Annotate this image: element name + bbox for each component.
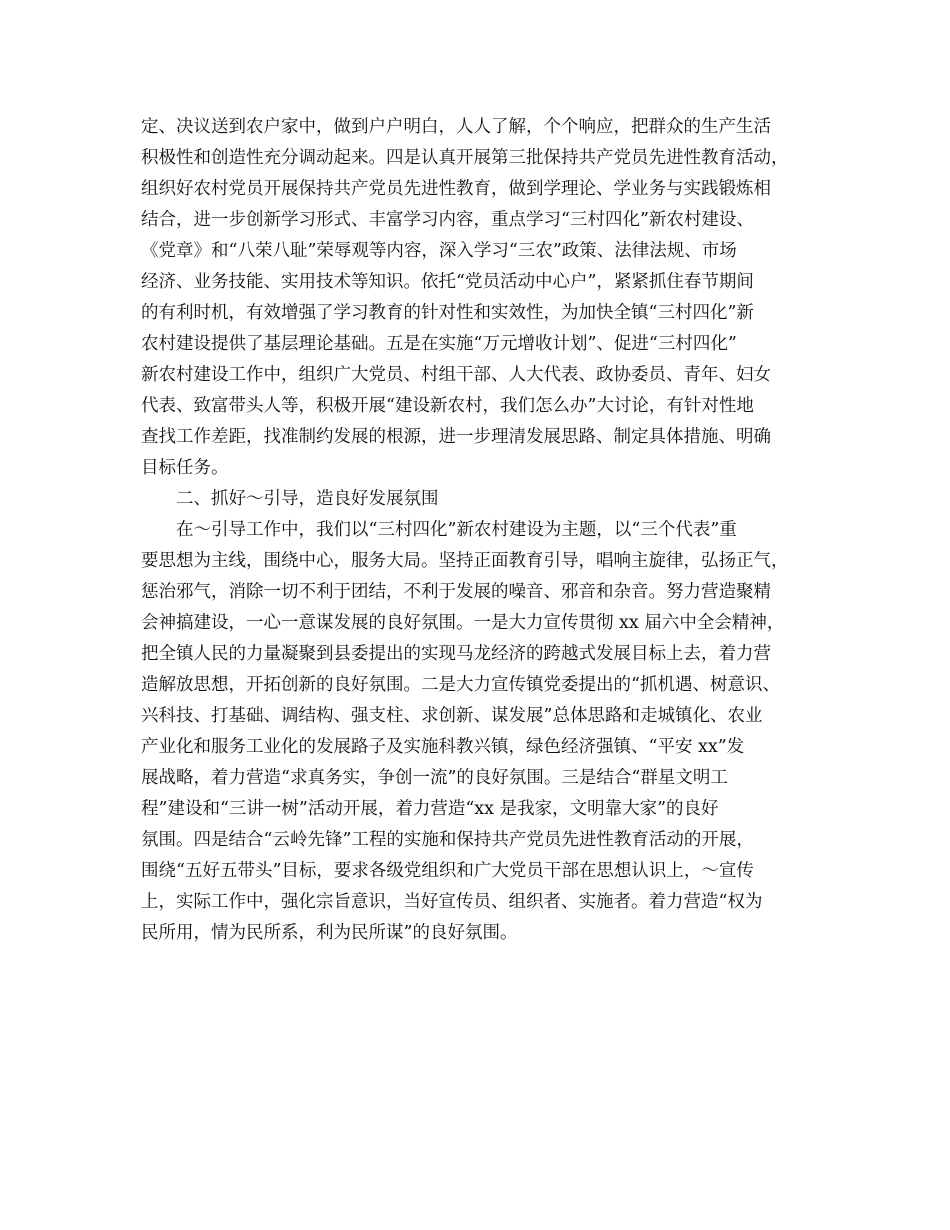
text-line: 兴科技、打基础、调结构、强支柱、求创新、谋发展”总体思路和走城镇化、农业 — [141, 706, 763, 726]
text-line: 要思想为主线，围绕中心，服务大局。坚持正面教育引导，唱响主旋律，弘扬正气， — [141, 551, 789, 571]
text-line: 把全镇人民的力量凝聚到县委提出的实现马龙经济的跨越式发展目标上去，着力营 — [141, 644, 771, 664]
text-line: 造解放思想，开拓创新的良好氛围。二是大力宣传镇党委提出的“抓机遇、树意识、 — [141, 675, 780, 695]
text-line: 《党章》和“八荣八耻”荣辱观等内容，深入学习“三农”政策、法律法规、市场 — [141, 241, 737, 261]
text-line: 会神搞建设，一心一意谋发展的良好氛围。一是大力宣传贯彻 xx 届六中全会精神， — [141, 613, 785, 633]
text-line: 展战略，着力营造“求真务实，争创一流”的良好氛围。三是结合“群星文明工 — [141, 768, 728, 788]
text-line: 查找工作差距，找准制约发展的根源，进一步理清发展思路、制定具体措施、明确 — [141, 427, 771, 447]
paragraph-2 — [141, 515, 821, 949]
text-line: 代表、致富带头人等，积极开展“建设新农村，我们怎么办”大讨论，有针对性地 — [141, 396, 754, 416]
text-line: 上，实际工作中，强化宗旨意识，当好宣传员、组织者、实施者。着力营造“权为 — [141, 892, 763, 912]
text-line: 惩治邪气，消除一切不利于团结，不利于发展的噪音、邪音和杂音。努力营造聚精 — [141, 582, 771, 602]
text-line: 的有利时机，有效增强了学习教育的针对性和实效性，为加快全镇“三村四化”新 — [141, 303, 754, 323]
text-line: 围绕“五好五带头”目标，要求各级党组织和广大党员干部在思想认识上，～宣传 — [141, 861, 754, 881]
text-line: 农村建设提供了基层理论基础。五是在实施“万元增收计划”、促进“三村四化” — [141, 334, 737, 354]
text-line: 积极性和创造性充分调动起来。四是认真开展第三批保持共产党员先进性教育活动， — [141, 148, 789, 168]
section-heading: 二、抓好～引导，造良好发展氛围 — [176, 489, 439, 509]
text-line: 程”建设和“三讲一树”活动开展，着力营造“xx 是我家，文明靠大家”的良好 — [141, 799, 719, 819]
text-line: 产业化和服务工业化的发展路子及实施科教兴镇，绿色经济强镇、“平安 xx”发 — [141, 737, 745, 757]
text-line: 目标任务。 — [141, 458, 229, 478]
text-line: 结合，进一步创新学习形式、丰富学习内容，重点学习“三村四化”新农村建设、 — [141, 210, 754, 230]
text-line: 在～引导工作中，我们以“三村四化”新农村建设为主题，以“三个代表”重 — [176, 520, 737, 540]
text-line: 定、决议送到农户家中，做到户户明白，人人了解，个个响应，把群众的生产生活 — [141, 117, 771, 137]
text-line: 民所用，情为民所系，利为民所谋”的良好氛围。 — [141, 923, 518, 943]
text-line: 新农村建设工作中，组织广大党员、村组干部、人大代表、政协委员、青年、妇女 — [141, 365, 771, 385]
text-line: 组织好农村党员开展保持共产党员先进性教育，做到学理论、学业务与实践锻炼相 — [141, 179, 771, 199]
document-body — [141, 112, 821, 949]
text-line: 氛围。四是结合“云岭先锋”工程的实施和保持共产党员先进性教育活动的开展， — [141, 830, 754, 850]
paragraph-1 — [141, 112, 821, 484]
text-line: 经济、业务技能、实用技术等知识。依托“党员活动中心户”，紧紧抓住春节期间 — [141, 272, 754, 292]
